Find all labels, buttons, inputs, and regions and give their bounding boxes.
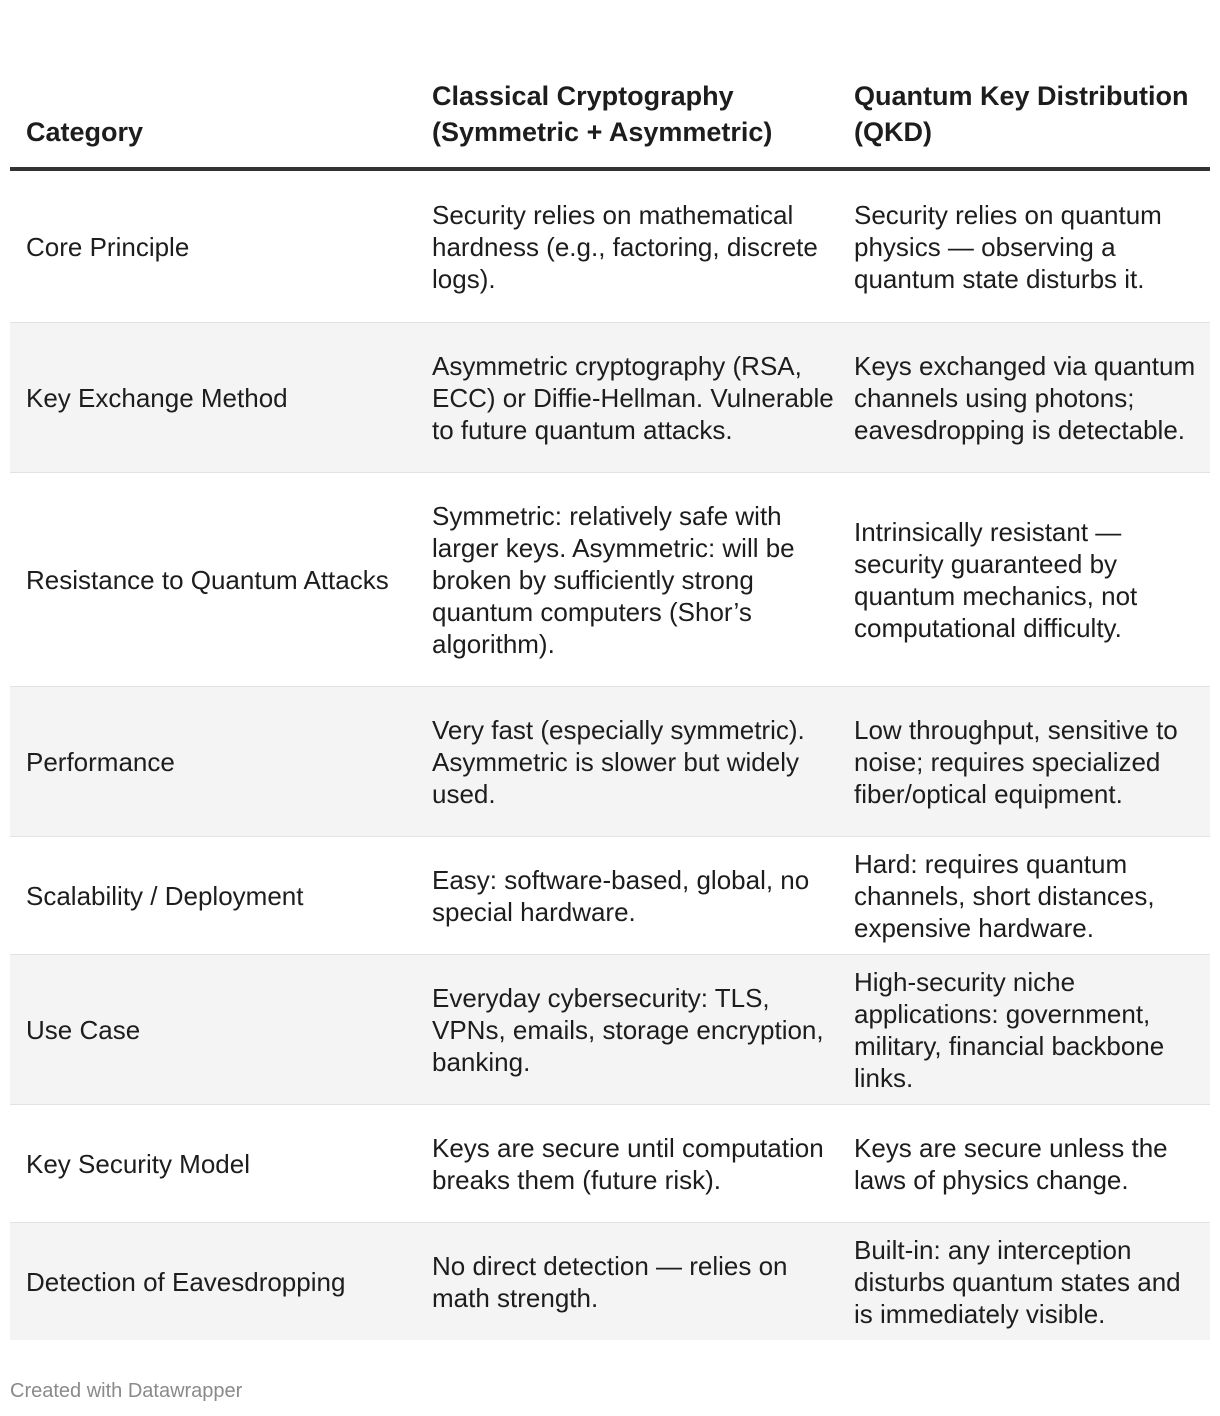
table-row bbox=[10, 1223, 1210, 1340]
row-qkd: Keys exchanged via quantum channels using photons; eavesdropping is detectable. bbox=[854, 350, 1196, 445]
row-category: Use Case bbox=[26, 1014, 141, 1045]
row-category: Core Principle bbox=[26, 231, 190, 262]
table-row bbox=[10, 837, 1210, 955]
row-classical: No direct detection — relies on math strength. bbox=[432, 1250, 788, 1313]
row-category: Detection of Eavesdropping bbox=[26, 1266, 346, 1297]
row-qkd: Keys are secure unless the laws of physics change. bbox=[854, 1132, 1168, 1195]
row-category: Resistance to Quantum Attacks bbox=[26, 564, 389, 595]
row-qkd: Low throughput, sensitive to noise; requires specialized fiber/optical equipment. bbox=[854, 714, 1178, 809]
row-classical: Security relies on mathematical hardness (e.g., factoring, discrete logs). bbox=[432, 199, 818, 294]
row-category: Performance bbox=[26, 746, 175, 777]
comparison-table bbox=[10, 0, 1210, 1340]
row-classical: Symmetric: relatively safe with larger keys. Asymmetric: will be broken by sufficiently strong quantum computers (Shor’s algorithm). bbox=[432, 500, 795, 659]
datawrapper-credit: Created with Datawrapper bbox=[10, 1380, 243, 1402]
table-header-row bbox=[10, 0, 1210, 171]
row-classical: Asymmetric cryptography (RSA, ECC) or Diffie-Hellman. Vulnerable to future quantum attacks. bbox=[432, 350, 834, 445]
table-row bbox=[10, 473, 1210, 687]
table-row bbox=[10, 171, 1210, 323]
table-row bbox=[10, 323, 1210, 473]
table-row bbox=[10, 955, 1210, 1105]
header-classical-cryptography: Classical Cryptography (Symmetric + Asymmetric) bbox=[432, 81, 773, 147]
row-classical: Keys are secure until computation breaks them (future risk). bbox=[432, 1132, 824, 1195]
row-classical: Everyday cybersecurity: TLS, VPNs, emails, storage encryption, banking. bbox=[432, 982, 824, 1077]
table-row bbox=[10, 687, 1210, 837]
row-category: Key Exchange Method bbox=[26, 382, 288, 413]
row-qkd: High-security niche applications: government, military, financial backbone links. bbox=[854, 966, 1165, 1093]
row-qkd: Built-in: any interception disturbs quantum states and is immediately visible. bbox=[854, 1234, 1181, 1329]
header-category: Category bbox=[26, 117, 144, 147]
header-qkd: Quantum Key Distribution (QKD) bbox=[854, 81, 1189, 147]
row-category: Key Security Model bbox=[26, 1148, 250, 1179]
row-qkd: Intrinsically resistant — security guaranteed by quantum mechanics, not computational difficulty. bbox=[854, 516, 1138, 643]
row-qkd: Security relies on quantum physics — observing a quantum state disturbs it. bbox=[854, 199, 1162, 294]
table-row bbox=[10, 1105, 1210, 1223]
row-category: Scalability / Deployment bbox=[26, 880, 304, 911]
row-qkd: Hard: requires quantum channels, short distances, expensive hardware. bbox=[854, 848, 1155, 943]
row-classical: Very fast (especially symmetric). Asymmetric is slower but widely used. bbox=[432, 714, 805, 809]
row-classical: Easy: software-based, global, no special hardware. bbox=[432, 864, 810, 927]
